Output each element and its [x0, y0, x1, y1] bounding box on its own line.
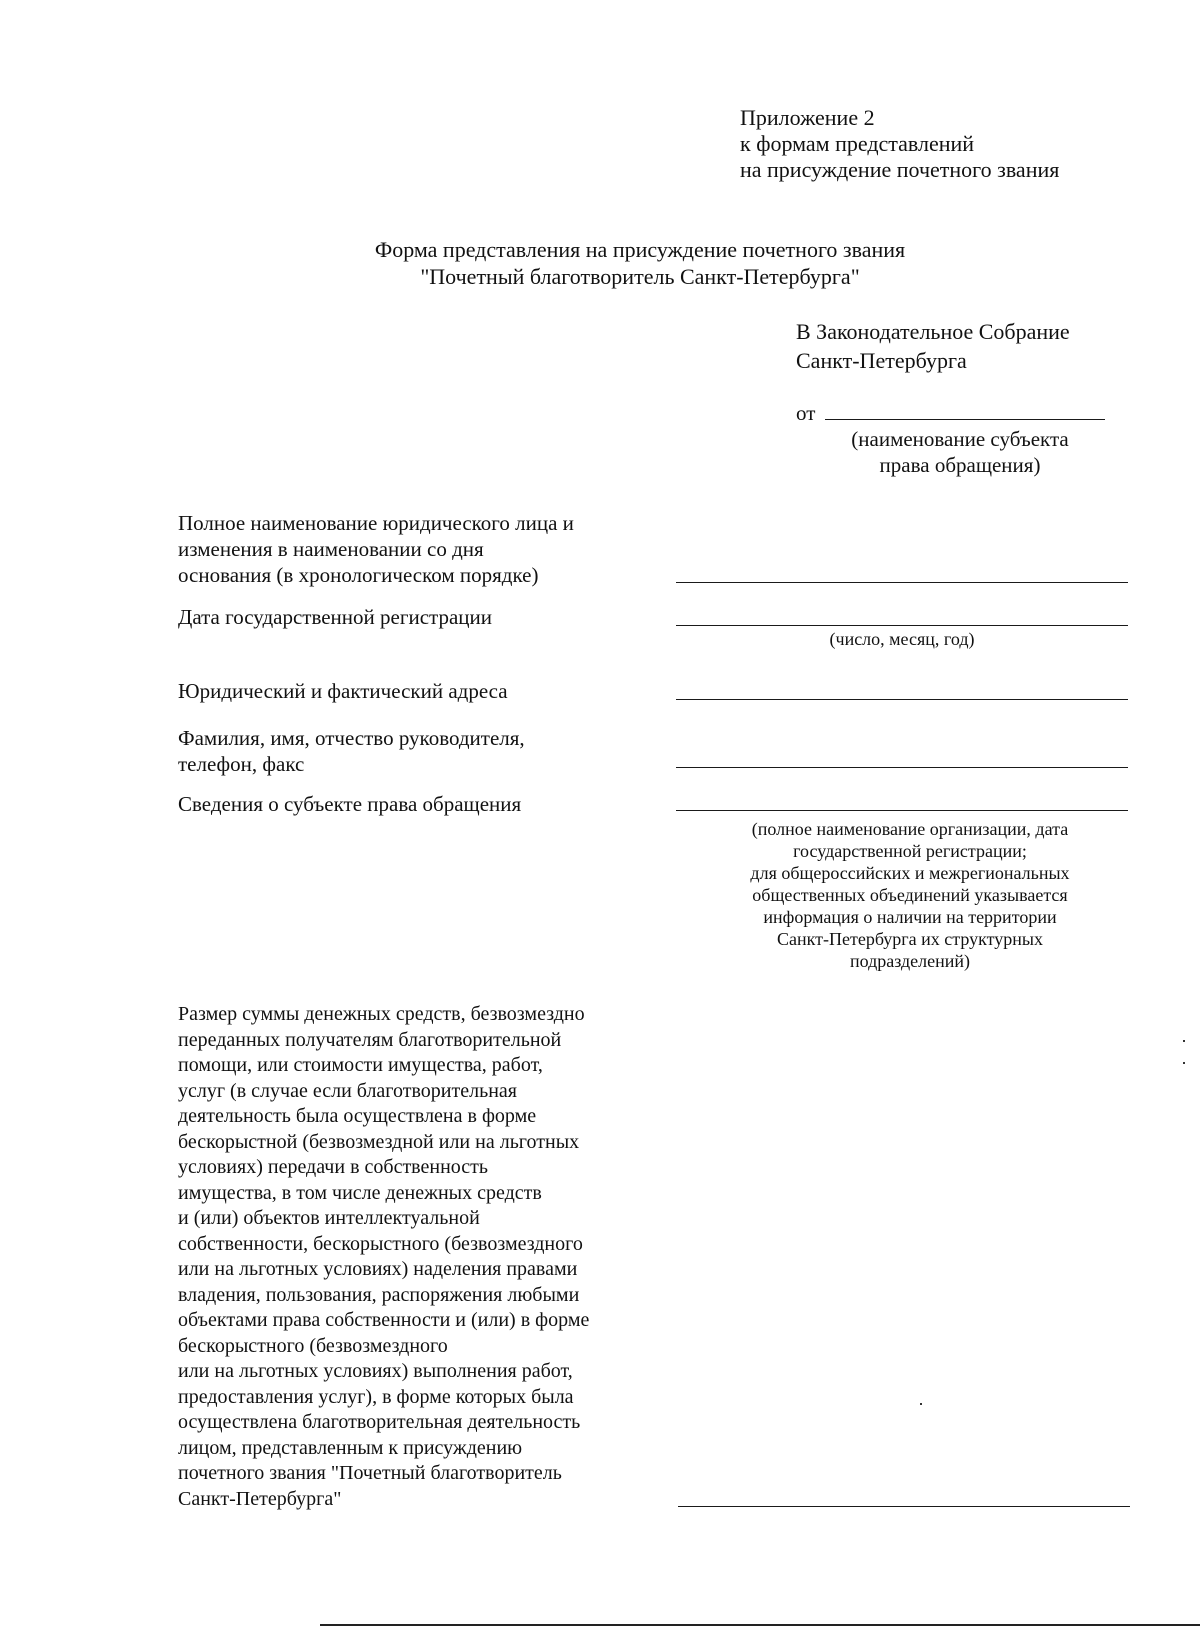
scan-speck [920, 1403, 922, 1405]
from-hint-line-2: права обращения) [879, 453, 1041, 477]
address-input-line[interactable] [676, 699, 1128, 700]
appendix-line-3: на присуждение почетного звания [740, 157, 1060, 182]
head-line-1: Фамилия, имя, отчество руководителя, [178, 726, 525, 750]
appendix-line-2: к формам представлений [740, 131, 975, 156]
addressee-line-1: В Законодательное Собрание [796, 319, 1070, 344]
head-line-2: телефон, факс [178, 752, 305, 776]
scan-speck [1183, 1062, 1185, 1064]
subject-info-hint: (полное наименование организации, дата государственной регистрации; для общероссийских и межрегиональных общественных объединений указывается информация о наличии на территории Санкт-Петербурга их структурных подразделений) [750, 819, 1070, 971]
from-input-line[interactable] [825, 419, 1105, 420]
scan-edge-line [320, 1624, 1200, 1626]
appendix-line-1: Приложение 2 [740, 105, 875, 130]
subject-info-label: Сведения о субъекте права обращения [178, 792, 522, 816]
full-name-input-line[interactable] [676, 582, 1128, 583]
subject-info-input-line[interactable] [676, 810, 1128, 811]
addressee-line-2: Санкт-Петербурга [796, 348, 967, 373]
registration-date-input-line[interactable] [676, 625, 1128, 626]
full-name-label [178, 510, 574, 588]
address-label: Юридический и фактический адреса [178, 679, 508, 703]
registration-date-hint: (число, месяц, год) [829, 629, 975, 649]
scan-speck [1183, 1040, 1185, 1042]
registration-date-label: Дата государственной регистрации [178, 605, 492, 629]
full-name-line-1: Полное наименование юридического лица и [178, 511, 574, 535]
from-hint [820, 426, 1100, 478]
form-title-line-1: Форма представления на присуждение почетного звания [374, 237, 906, 262]
full-name-line-3: основания (в хронологическом порядке) [178, 563, 539, 587]
addressee [796, 317, 1070, 375]
amount-input-line[interactable] [678, 1506, 1130, 1507]
form-title [330, 236, 950, 290]
appendix-header [740, 105, 1059, 183]
from-hint-line-1: (наименование субъекта [851, 427, 1069, 451]
amount-label: Размер суммы денежных средств, безвозмездно переданных получателям благотворительной помощи, или стоимости имущества, работ, услуг (в случае если благотворительная деятельность была осуществлена в форме бескорыстной (безвозмездной или на льготных условиях) передачи в собственность имущества, в том числе денежных средств и (или) объектов интеллектуальной собственности, бескорыстного (безвозмездного или на льготных условиях) наделения правами владения, пользования, распоряжения любыми объектами права собственности и (или) в форме бескорыстного (безвозмездного или на льготных условиях) выполнения работ, предоставления услуг), в форме которых была осуществлена благотворительная деятельность лицом, представленным к присуждению почетного звания "Почетный благотворитель Санкт-Петербурга" [178, 1003, 590, 1510]
full-name-line-2: изменения в наименовании со дня [178, 537, 484, 561]
form-title-line-2: "Почетный благотворитель Санкт-Петербурга" [420, 264, 860, 289]
head-input-line[interactable] [676, 767, 1128, 768]
from-label: от [796, 401, 816, 425]
head-label [178, 725, 525, 777]
